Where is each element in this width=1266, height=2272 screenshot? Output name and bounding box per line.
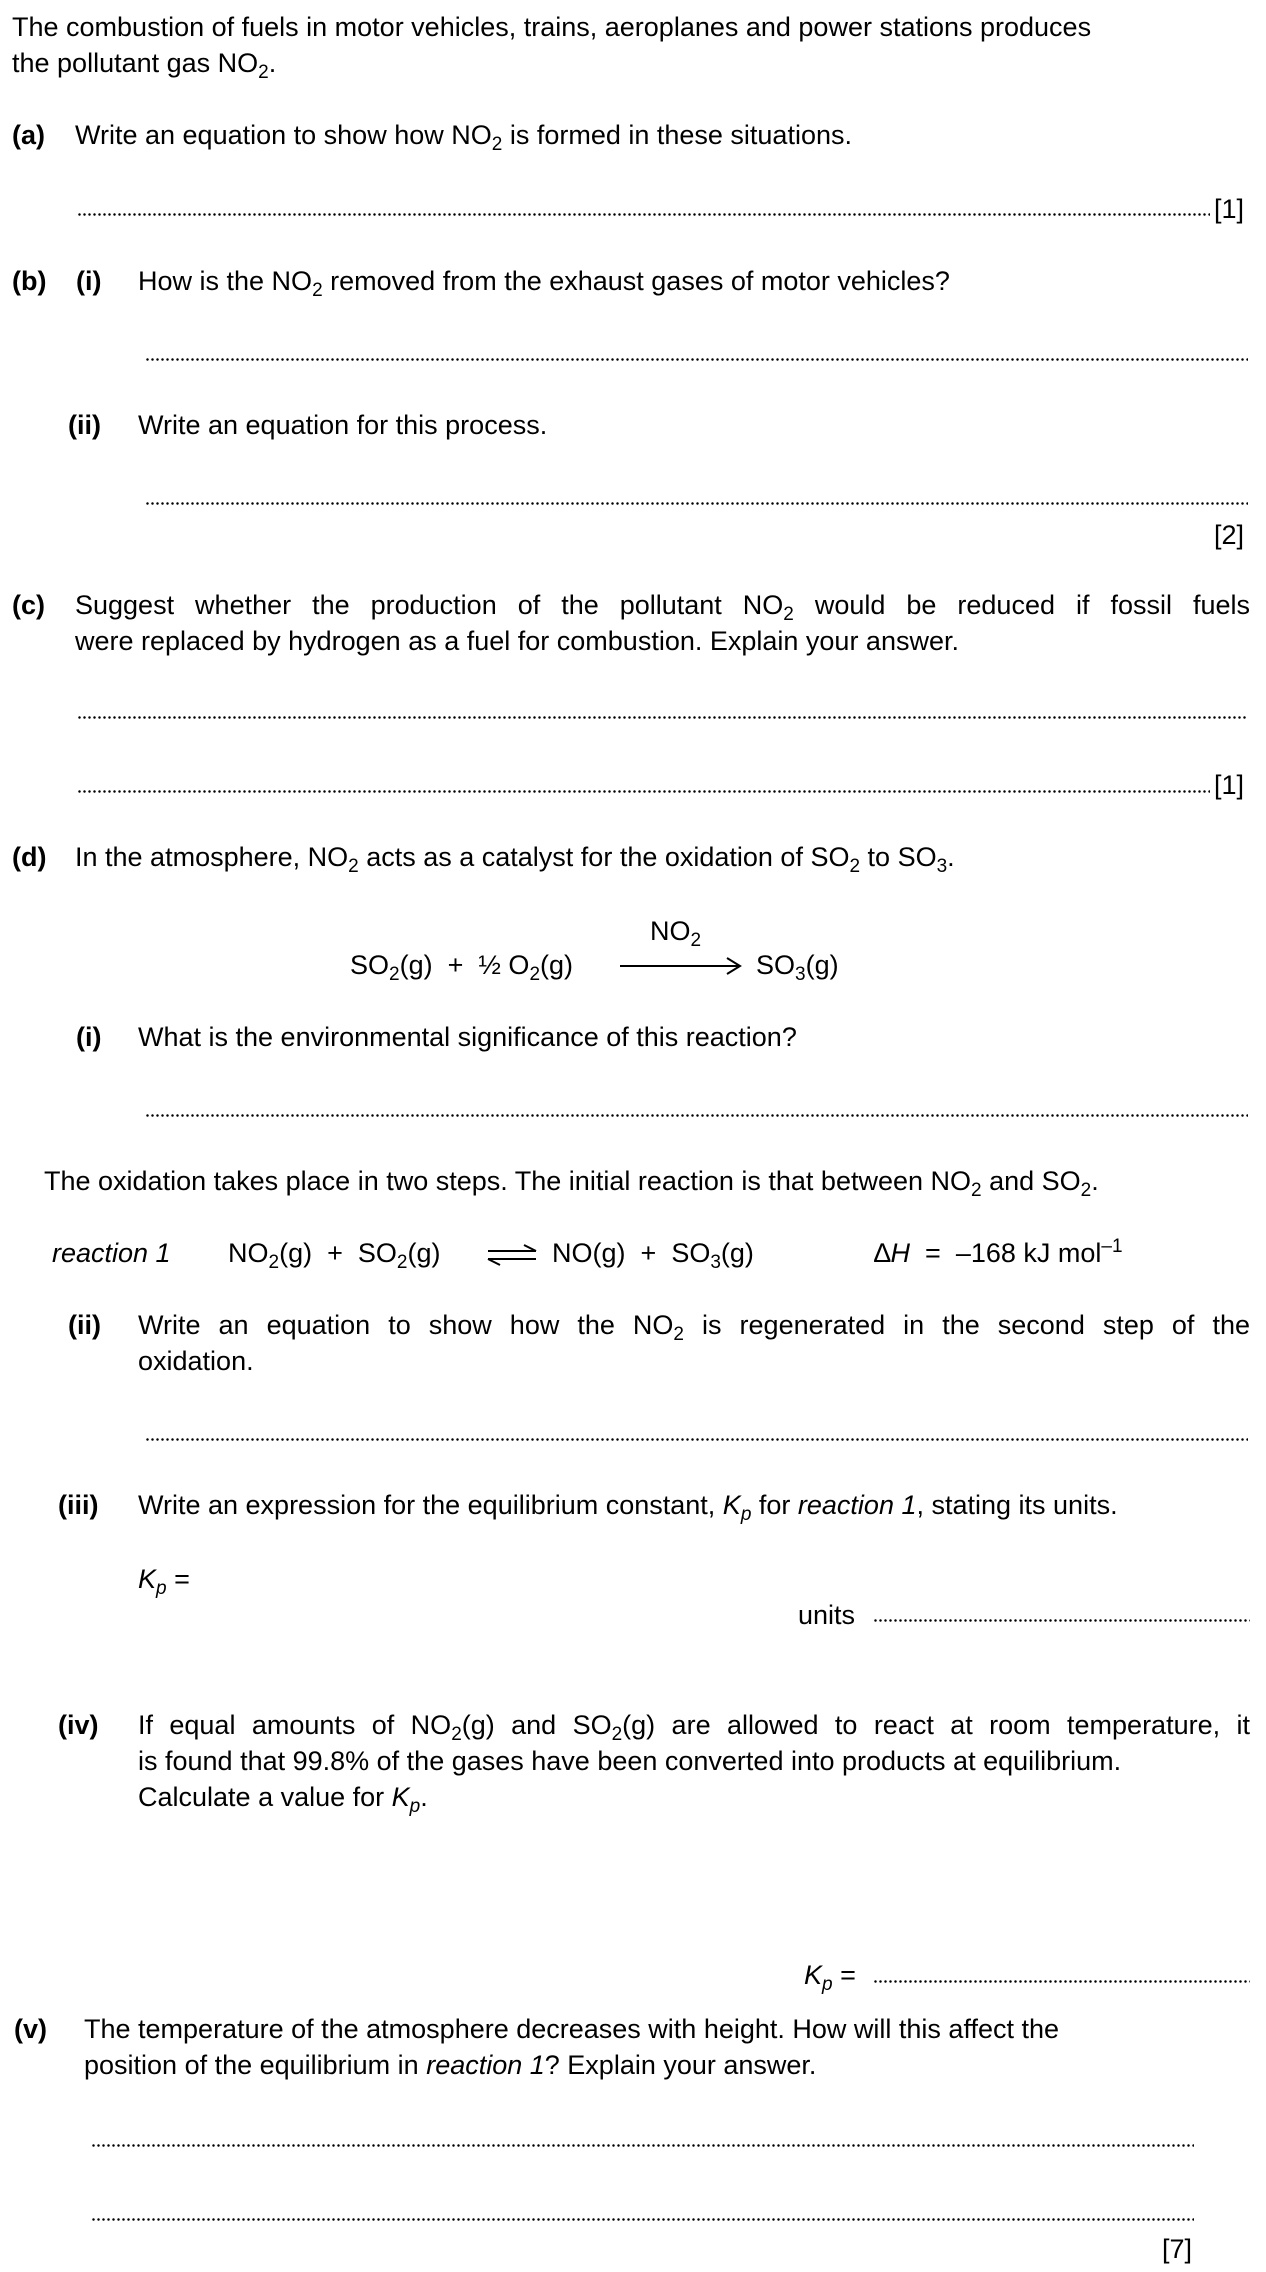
question-text: is formed in these situations.	[502, 120, 852, 150]
part-d-i-question: What is the environmental significance of this reaction?	[138, 1022, 797, 1052]
question-text: position of the equilibrium in	[84, 2050, 427, 2080]
question-text: Write an equation to show how the NO	[138, 1310, 674, 1340]
equation-rhs	[756, 948, 839, 985]
equals-sign: =	[925, 1238, 941, 1268]
part-d-v-line-2	[84, 2048, 816, 2082]
part-b-i-label: (i)	[76, 266, 102, 296]
subscript: 2	[268, 1252, 280, 1273]
subscript: 2	[312, 280, 323, 301]
part-a-question	[75, 118, 852, 155]
intro-text-end: .	[268, 48, 277, 78]
intro-line-2	[12, 46, 277, 83]
equilibrium-arrow-icon	[486, 1244, 538, 1266]
answer-line-b-i[interactable]	[146, 358, 1248, 362]
state: (g)	[279, 1238, 313, 1268]
question-text: would be reduced if fossil fuels	[793, 590, 1250, 620]
subscript: 2	[451, 1724, 462, 1745]
units-answer-line[interactable]	[874, 1619, 1250, 1623]
answer-line-b-ii[interactable]	[146, 502, 1248, 506]
subscript: 2	[529, 964, 541, 985]
subscript: 2	[348, 856, 359, 877]
units-label: units	[798, 1600, 856, 1630]
part-d-iii-label: (iii)	[58, 1490, 99, 1520]
formula: SO	[671, 1238, 711, 1268]
question-text: Write an expression for the equilibrium constant,	[138, 1490, 723, 1520]
statement-text: .	[1091, 1166, 1099, 1196]
part-a-label: (a)	[12, 120, 45, 150]
formula: ½ O	[478, 950, 530, 980]
subscript: 2	[849, 856, 861, 877]
part-d-iv-label: (iv)	[58, 1710, 99, 1740]
question-text: How is the NO	[138, 266, 313, 296]
kp-answer-line[interactable]	[874, 1980, 1250, 1984]
part-d-iv-line-3	[138, 1780, 428, 1817]
subscript: 2	[783, 604, 794, 625]
mark-c: [1]	[1214, 770, 1245, 800]
subscript: 2	[971, 1180, 982, 1201]
question-text: If equal amounts of NO	[138, 1710, 452, 1740]
question-text: In the atmosphere, NO	[75, 842, 349, 872]
part-d-ii-line-1	[138, 1308, 1250, 1345]
subscript: 2	[258, 62, 269, 83]
kp-symbol: K	[138, 1564, 157, 1594]
catalyst-label	[650, 914, 702, 951]
subscript: 2	[389, 964, 400, 985]
equals-sign: =	[832, 1960, 856, 1990]
question-text: for	[751, 1490, 798, 1520]
formula: NO	[228, 1238, 269, 1268]
mark-d: [7]	[1162, 2234, 1193, 2264]
intro-line-1	[12, 10, 1091, 44]
question-text: acts as a catalyst for the oxidation of SO	[358, 842, 850, 872]
question-text: (g) are allowed to react at room temperature, it	[622, 1710, 1250, 1740]
subscript: 2	[491, 134, 503, 155]
intro-text: The combustion of fuels in motor vehicles, trains, aeroplanes and power stations produces	[12, 12, 1092, 42]
answer-line-c-1[interactable]	[78, 716, 1248, 720]
kp-symbol: K	[722, 1490, 741, 1520]
kp-expression-label	[138, 1562, 190, 1599]
kp-symbol: K	[391, 1782, 410, 1812]
part-d-ii-line-2: oxidation.	[138, 1346, 254, 1376]
part-d-v-line-1: The temperature of the atmosphere decreases with height. How will this affect the	[84, 2014, 1060, 2044]
part-d-iv-line-1	[138, 1708, 1250, 1745]
formula: SO	[756, 950, 796, 980]
subscript: 3	[795, 964, 806, 985]
part-b-i-question	[138, 264, 950, 301]
two-steps-statement	[44, 1164, 1099, 1201]
mark-b: [2]	[1214, 520, 1245, 550]
part-d-question	[75, 840, 955, 877]
part-d-ii-label: (ii)	[68, 1310, 101, 1340]
intro-text-2: the pollutant gas NO	[12, 48, 259, 78]
state: (g)	[805, 950, 839, 980]
state: (g)	[720, 1238, 754, 1268]
formula: SO	[350, 950, 390, 980]
kp-answer-label	[804, 1958, 856, 1995]
formula: SO	[357, 1238, 397, 1268]
enthalpy-symbol: H	[890, 1238, 911, 1268]
subscript: 2	[673, 1324, 684, 1345]
subscript: p	[156, 1578, 167, 1599]
question-text: .	[947, 842, 955, 872]
reaction-1-name: reaction 1	[52, 1238, 171, 1268]
answer-line-d-i[interactable]	[146, 1114, 1248, 1118]
part-b-ii-label: (ii)	[68, 410, 101, 440]
question-text: Write an equation to show how NO	[75, 120, 492, 150]
plus-sign: +	[327, 1238, 343, 1268]
answer-line-d-v-2[interactable]	[92, 2218, 1194, 2222]
reaction-1-rhs	[552, 1236, 754, 1273]
superscript: –1	[1101, 1236, 1123, 1257]
part-c-line-1	[75, 588, 1250, 625]
reaction-1-lhs	[228, 1236, 441, 1273]
subscript: 2	[1080, 1180, 1092, 1201]
answer-line-c-2[interactable]	[78, 790, 1210, 794]
question-text: to SO	[860, 842, 937, 872]
part-c-label: (c)	[12, 590, 45, 620]
formula: NO	[650, 916, 691, 946]
answer-line-a[interactable]	[78, 213, 1210, 217]
part-c-line-2: were replaced by hydrogen as a fuel for combustion. Explain your answer.	[75, 626, 959, 656]
subscript: 2	[396, 1252, 408, 1273]
question-text: (g) and SO	[461, 1710, 612, 1740]
part-d-iv-line-2: is found that 99.8% of the gases have been converted into products at equilibrium.	[138, 1746, 1122, 1776]
subscript: 2	[611, 1724, 623, 1745]
part-d-v-label: (v)	[14, 2014, 47, 2044]
answer-line-d-v-1[interactable]	[92, 2144, 1194, 2148]
question-text: removed from the exhaust gases of motor vehicles?	[322, 266, 950, 296]
kp-symbol: K	[804, 1960, 823, 1990]
equation-lhs	[350, 948, 574, 985]
subscript: 2	[690, 930, 702, 951]
statement-text: The oxidation takes place in two steps. The initial reaction is that between NO	[44, 1166, 972, 1196]
reaction-reference: reaction 1	[426, 2050, 545, 2080]
answer-line-d-ii[interactable]	[146, 1438, 1248, 1442]
question-text: .	[420, 1782, 428, 1812]
subscript: p	[740, 1504, 752, 1525]
question-text: Suggest whether the production of the pollutant NO	[75, 590, 784, 620]
mark-a: [1]	[1214, 194, 1245, 224]
plus-sign: +	[447, 950, 464, 980]
subscript: 3	[710, 1252, 721, 1273]
subscript: p	[409, 1796, 421, 1817]
statement-text: and SO	[981, 1166, 1081, 1196]
state: (g)	[399, 950, 433, 980]
part-d-i-label: (i)	[76, 1022, 102, 1052]
subscript: p	[822, 1974, 833, 1995]
question-text: ? Explain your answer.	[544, 2050, 817, 2080]
question-text: , stating its units.	[916, 1490, 1118, 1520]
subscript: 3	[936, 856, 948, 877]
part-d-iii-question	[138, 1488, 1118, 1525]
plus-sign: +	[640, 1238, 657, 1268]
state: (g)	[407, 1238, 441, 1268]
reaction-arrow	[620, 965, 738, 967]
arrow-head-icon	[726, 957, 742, 975]
part-b-ii-question: Write an equation for this process.	[138, 410, 548, 440]
reaction-reference: reaction 1	[797, 1490, 917, 1520]
state: (g)	[540, 950, 574, 980]
enthalpy-change	[874, 1236, 1123, 1270]
formula: NO(g)	[552, 1238, 626, 1268]
part-d-label: (d)	[12, 842, 47, 872]
equals-sign: =	[166, 1564, 190, 1594]
question-text: is regenerated in the second step of the	[684, 1310, 1250, 1340]
enthalpy-value: –168 kJ mol	[955, 1238, 1102, 1268]
part-b-label: (b)	[12, 266, 47, 296]
delta-symbol: ∆	[874, 1238, 891, 1268]
question-text: Calculate a value for	[138, 1782, 392, 1812]
